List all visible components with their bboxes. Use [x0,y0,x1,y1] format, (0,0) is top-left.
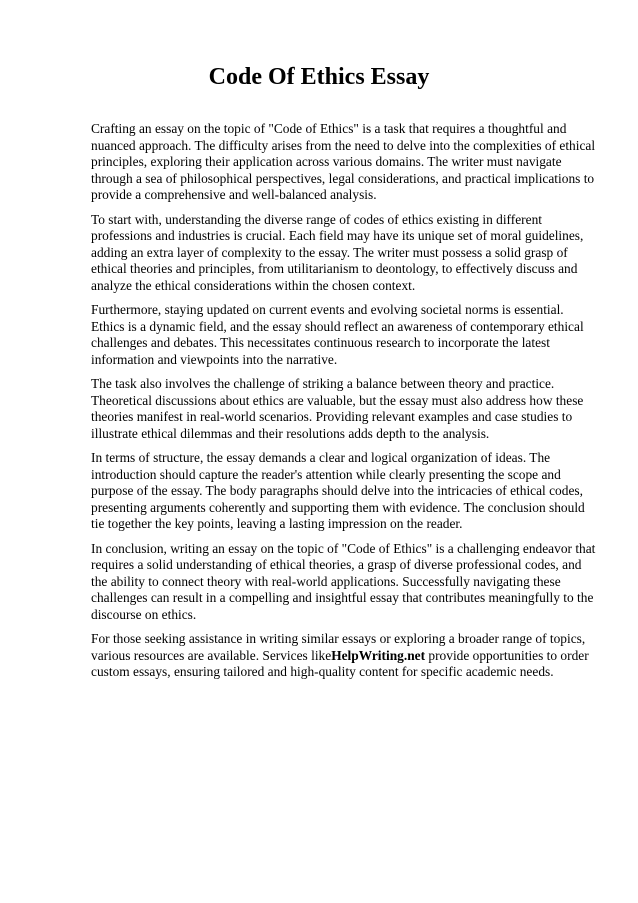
closing-text-before: For those seeking assistance in writing similar essays or exploring a broader range of topics, various resources are available. Services like [91,631,586,663]
paragraph-closing [91,631,599,681]
essay-body [91,121,599,689]
paragraph-5: In terms of structure, the essay demands a clear and logical organization of ideas. The introduction should capture the reader's attention while clearly presenting the scope and purpose of the essay. The body paragraphs should delve into the intricacies of ethical codes, presenting arguments coherently and supporting them with evidence. The conclusion should tie together the key points, leaving a lasting impression on the reader. [91,450,585,532]
brand-link[interactable]: HelpWriting.net [331,647,426,663]
paragraph-4: The task also involves the challenge of striking a balance between theory and practice. Theoretical discussions about ethics are valuable, but the essay must also address how these theories manifest in real-world scenarios. Providing relevant examples and case studies to illustrate ethical dilemmas and their resolutions adds depth to the analysis. [91,376,584,441]
paragraph-3: Furthermore, staying updated on current events and evolving societal norms is essential. Ethics is a dynamic field, and the essay should reflect an awareness of contemporary ethical challenges and debates. This necessitates continuous research to incorporate the latest information and viewpoints into the narrative. [91,302,584,367]
paragraph-6: In conclusion, writing an essay on the topic of "Code of Ethics" is a challenging endeavor that requires a solid understanding of ethical theories, a grasp of diverse professional codes, and the ability to connect theory with real-world applications. Successfully navigating these challenges can result in a compelling and insightful essay that contributes meaningfully to the discourse on ethics. [91,540,596,622]
paragraph-2: To start with, understanding the diverse range of codes of ethics existing in different professions and industries is crucial. Each field may have its unique set of moral guidelines, adding an extra layer of complexity to the essay. The writer must possess a solid grasp of ethical theories and principles, from utilitarianism to deontology, to effectively discuss and analyze the ethical considerations within the chosen context. [91,211,584,293]
closing-text-after: provide opportunities to order custom essays, ensuring tailored and high-quality content for specific academic needs. [91,647,589,680]
page-title: Code Of Ethics Essay [208,64,430,90]
paragraph-1: Crafting an essay on the topic of "Code of Ethics" is a task that requires a thoughtful and nuanced approach. The difficulty arises from the need to delve into the complexities of ethical principles, exploring their application across various domains. The writer must navigate through a sea of philosophical perspectives, legal considerations, and practical implications to provide a comprehensive and well-balanced analysis. [91,121,596,203]
